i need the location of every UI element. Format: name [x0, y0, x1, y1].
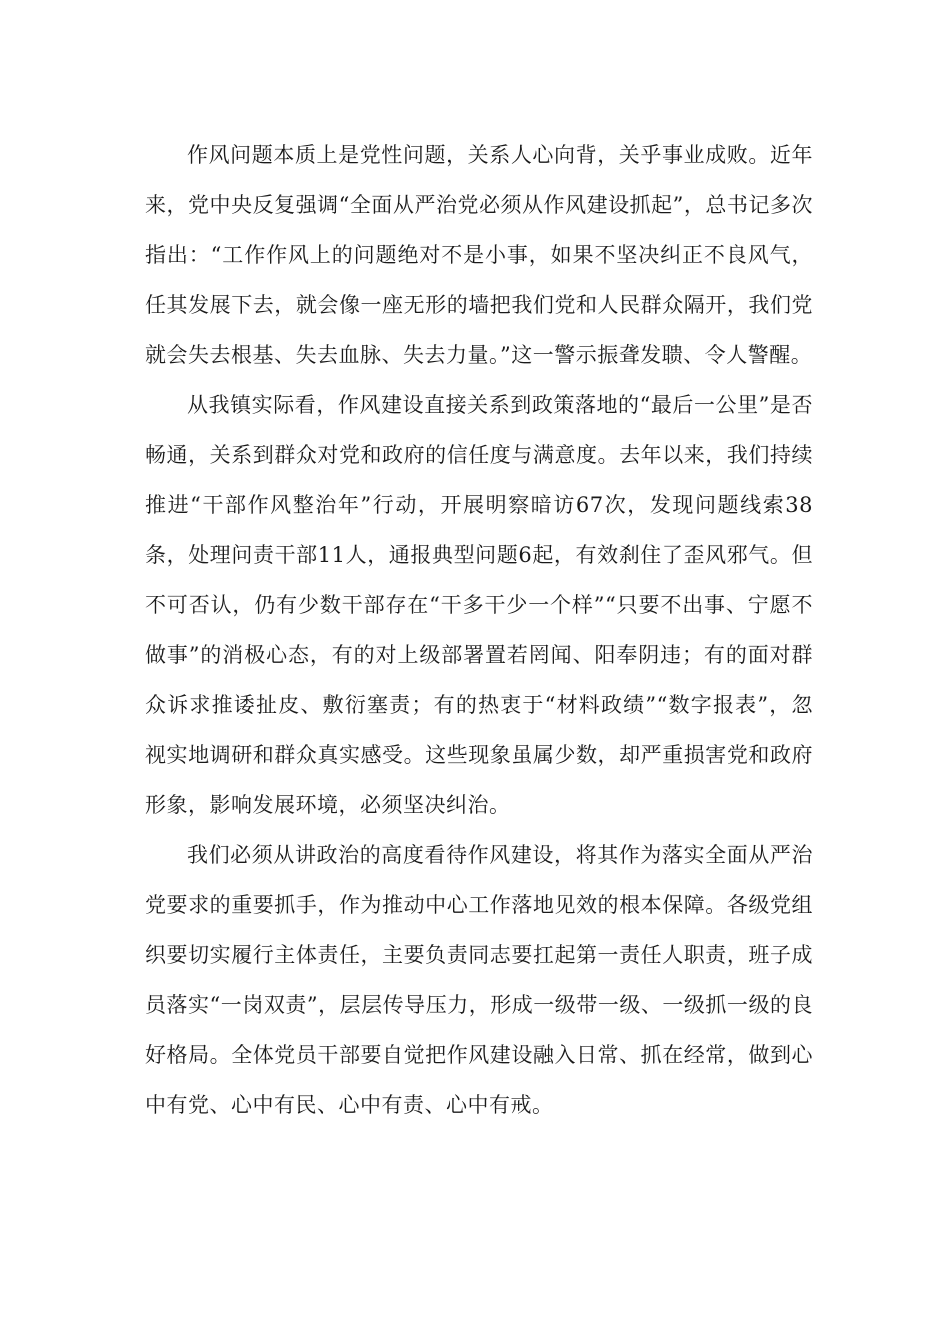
paragraph-1: 作风问题本质上是党性问题，关系人心向背，关乎事业成败。近年来，党中央反复强调“全面从严治党必须从作风建设抓起”，总书记多次指出：“工作作风上的问题绝对不是小事，如果不坚决纠正不良风气，任其发展下去，就会像一座无形的墙把我们党和人民群众隔开，我们党就会失去根基、失去血脉、失去力量。”这一警示振聋发聩、令人警醒。: [145, 143, 813, 367]
paragraph-3: 我们必须从讲政治的高度看待作风建设，将其作为落实全面从严治党要求的重要抓手，作为推动中心工作落地见效的根本保障。各级党组织要切实履行主体责任，主要负责同志要扛起第一责任人职责，班子成员落实“一岗双责”，层层传导压力，形成一级带一级、一级抓一级的良好格局。全体党员干部要自觉把作风建设融入日常、抓在经常，做到心中有党、心中有民、心中有责、心中有戒。: [145, 843, 813, 1117]
paragraph-2: 从我镇实际看，作风建设直接关系到政策落地的“最后一公里”是否畅通，关系到群众对党和政府的信任度与满意度。去年以来，我们持续推进“干部作风整治年”行动，开展明察暗访67次，发现问题线索38条，处理问责干部11人，通报典型问题6起，有效刹住了歪风邪气。但不可否认，仍有少数干部存在“干多干少一个样”“只要不出事、宁愿不做事”的消极心态，有的对上级部署置若罔闻、阳奉阴违；有的面对群众诉求推诿扯皮、敷衍塞责；有的热衷于“材料政绩”“数字报表”，忽视实地调研和群众真实感受。这些现象虽属少数，却严重损害党和政府形象，影响发展环境，必须坚决纠治。: [145, 393, 813, 817]
document-body: [145, 130, 813, 1130]
